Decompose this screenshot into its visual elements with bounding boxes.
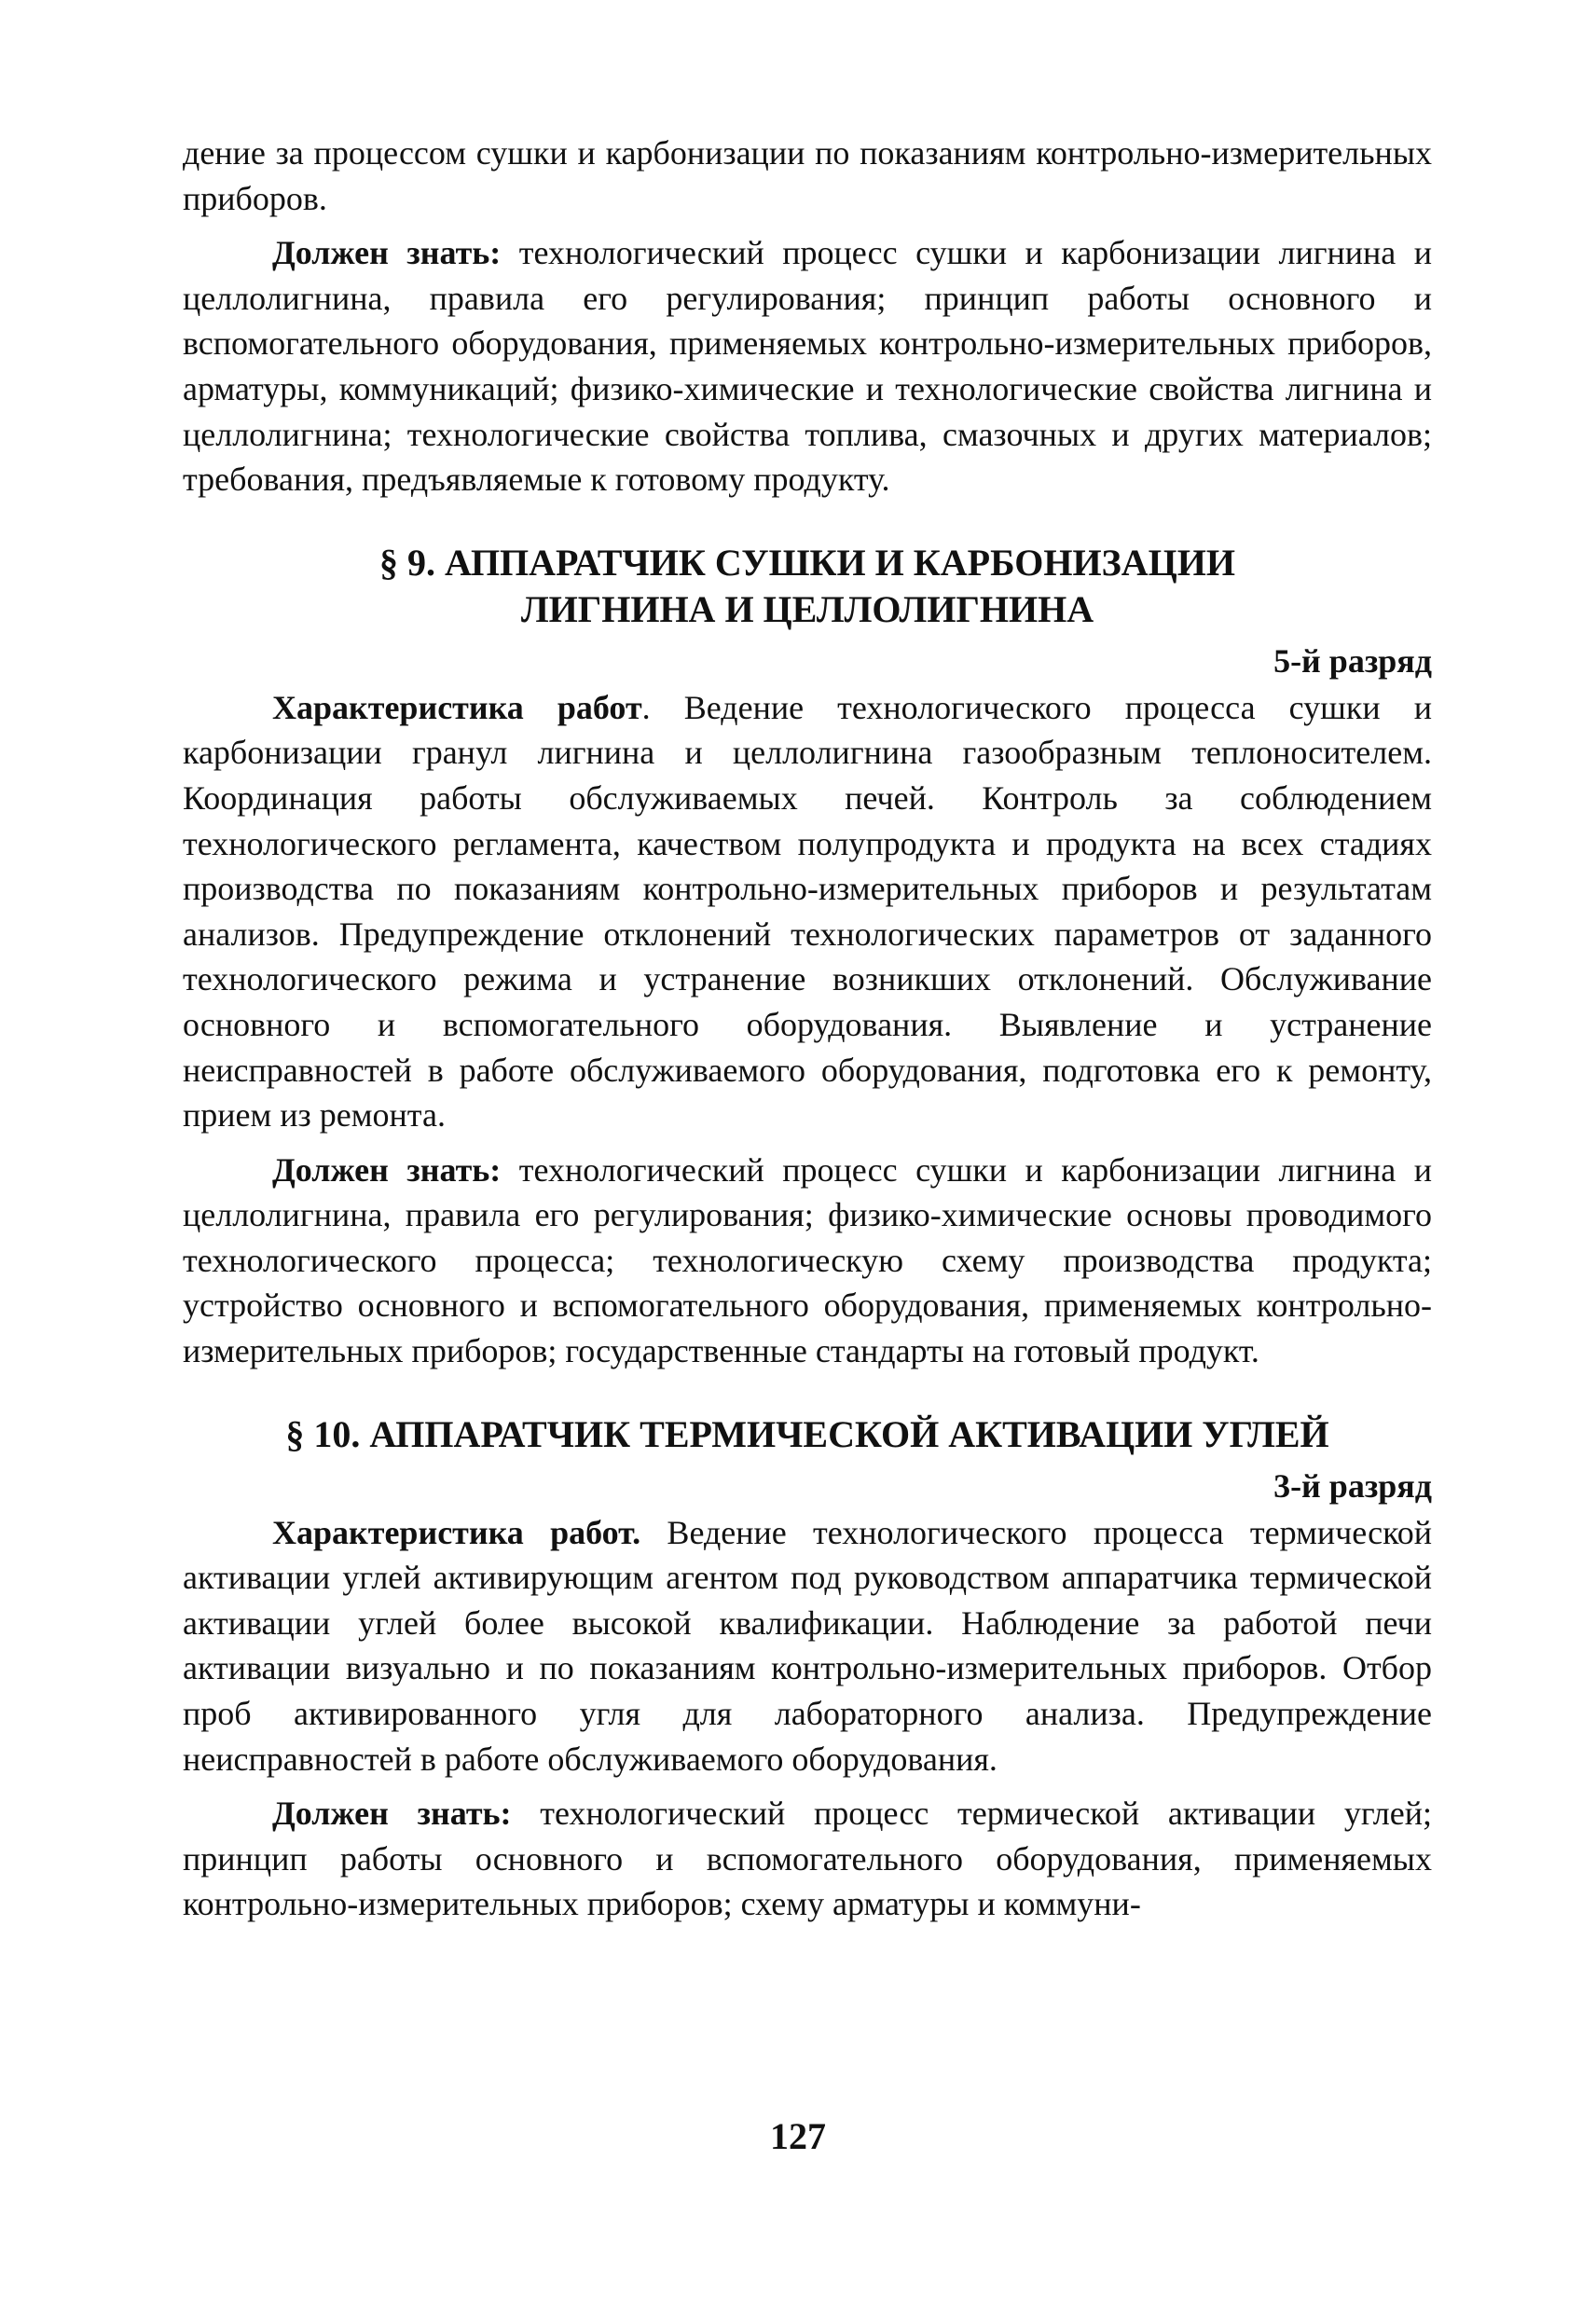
document-page	[183, 131, 1432, 1927]
section-9-title-line-2: ЛИГНИНА И ЦЕЛЛОЛИГНИНА	[520, 587, 1094, 630]
section-10-title: § 10. АППАРАТЧИК ТЕРМИЧЕСКОЙ АКТИВАЦИИ УГЛЕЙ	[285, 1412, 1329, 1455]
section-9-grade: 5-й разряд	[1273, 641, 1432, 680]
section-10-work-label: Характеристика работ.	[272, 1513, 641, 1551]
intro-knowledge-label: Должен знать:	[272, 234, 502, 272]
section-9-title	[183, 540, 1432, 633]
section-10-knowledge-label: Должен знать:	[272, 1795, 512, 1833]
section-10-work-text: Ведение технологического процесса термической активации углей активирующим агентом под руководством аппаратчика термической активации углей более высокой квалификации. Наблюдение за работой печи активации визуально и по показаниям контрольно-измерительных приборов. Отбор проб активированного угля для лабораторного анализа. Предупреждение неисправностей в работе обслуживаемого оборудования.	[183, 1513, 1433, 1778]
section-9-work-label: Характеристика работ	[272, 688, 642, 726]
page-number: 127	[770, 2115, 826, 2157]
section-9-knowledge-text: технологический процесс сушки и карбонизации лигнина и целлолигнина, правила его регулирования; физико-химические основы проводимого технологического процесса; технологическую схему производства продукта; устройство основного и вспомогательного оборудования, применяемых контрольно-измерительных приборов; государственные стандарты на готовый продукт.	[183, 1150, 1432, 1370]
intro-knowledge-text: технологический процесс сушки и карбонизации лигнина и целлолигнина, правила его регулирования; принцип работы основного и вспомогательного оборудования, применяемых контрольно-измерительных приборов, арматуры, коммуникаций; физико-химические и технологические свойства лигнина и целлолигнина; технологические свойства топлива, смазочных и других материалов; требования, предъявляемые к готовому продукту.	[183, 234, 1432, 499]
intro-continuation: дение за процессом сушки и карбонизации по показаниям контрольно-измерительных приборов.	[183, 134, 1432, 217]
section-9-work-paragraph	[183, 685, 1432, 1138]
intro-knowledge-paragraph	[183, 230, 1432, 502]
section-10-grade: 3-й разряд	[1273, 1466, 1432, 1505]
section-9-title-line-1: § 9. АППАРАТЧИК СУШКИ И КАРБОНИЗАЦИИ	[379, 541, 1235, 584]
section-9-knowledge-label: Должен знать:	[272, 1150, 502, 1189]
section-10-knowledge-text: технологический процесс термической активации углей; принцип работы основного и вспомогательного оборудования, применяемых контрольно-измерительных приборов; схему арматуры и коммуни-	[183, 1795, 1433, 1923]
section-9-work-text: . Ведение технологического процесса сушки и карбонизации гранул лигнина и целлолигнина газообразным теплоносителем. Координация работы обслуживаемых печей. Контроль за соблюдением технологического регламента, качеством полупродукта и продукта на всех стадиях производства по показаниям контрольно-измерительных приборов и результатам анализов. Предупреждение отклонений технологических параметров от заданного технологического режима и устранение возникших отклонений. Обслуживание основного и вспомогательного оборудования. Выявление и устранение неисправностей в работе обслуживаемого оборудования, подготовка его к ремонту, прием из ремонта.	[183, 688, 1432, 1135]
section-10-work-paragraph	[183, 1510, 1432, 1782]
section-9-knowledge-paragraph	[183, 1148, 1432, 1374]
section-10-knowledge-paragraph	[183, 1791, 1432, 1927]
